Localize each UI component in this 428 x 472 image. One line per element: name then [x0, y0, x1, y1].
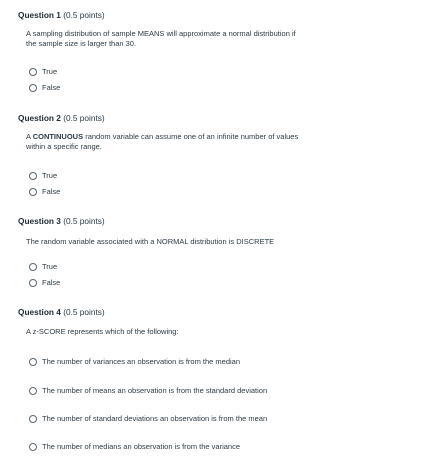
question-label: Question 1 [18, 10, 61, 20]
option-label: The number of means an observation is from the standard deviation [42, 386, 268, 395]
question-text-line: A sampling distribution of sample MEANS will approximate a normal distribution if [26, 29, 296, 38]
question-1-text [26, 29, 386, 49]
answer-option-false[interactable] [29, 82, 60, 94]
question-3-text [26, 237, 386, 247]
answer-option-means-std-dev[interactable] [29, 385, 267, 397]
question-text-line: the sample size is larger than 30. [26, 39, 137, 48]
question-3-header [18, 216, 418, 226]
radio-button[interactable] [29, 172, 37, 180]
answer-option-true[interactable] [29, 66, 57, 78]
option-label: True [42, 262, 58, 271]
question-4 [18, 307, 418, 451]
question-text-line: A z-SCORE represents which of the following: [26, 327, 179, 336]
radio-button[interactable] [29, 84, 37, 92]
option-label: True [42, 67, 58, 76]
question-2-header [18, 113, 418, 123]
question-points: (0.5 points) [63, 10, 105, 20]
answer-option-medians-variance[interactable] [29, 441, 240, 453]
question-4-header [18, 307, 418, 317]
question-points: (0.5 points) [63, 216, 105, 226]
question-text-rest: random variable can assume one of an infinite number of values [83, 132, 299, 141]
question-4-text [26, 327, 386, 337]
question-2-text [26, 132, 386, 152]
radio-button[interactable] [29, 443, 37, 451]
radio-button[interactable] [29, 358, 37, 366]
question-text-line: The random variable associated with a NORMAL distribution is DISCRETE [26, 237, 275, 246]
question-3 [18, 216, 418, 287]
answer-option-true[interactable] [29, 261, 57, 273]
option-label: False [42, 83, 61, 92]
radio-button[interactable] [29, 68, 37, 76]
answer-option-false[interactable] [29, 277, 60, 289]
radio-button[interactable] [29, 415, 37, 423]
question-text-line [26, 132, 386, 142]
option-label: False [42, 278, 61, 287]
question-2 [18, 113, 418, 196]
question-text-prefix: A [26, 132, 33, 141]
radio-button[interactable] [29, 188, 37, 196]
option-label: The number of variances an observation is from the median [42, 357, 241, 366]
answer-option-false[interactable] [29, 186, 60, 198]
answer-option-std-devs-mean[interactable] [29, 413, 267, 425]
question-label: Question 4 [18, 307, 61, 317]
question-1 [18, 10, 418, 92]
question-points: (0.5 points) [63, 307, 105, 317]
question-text-emphasis: CONTINUOUS [32, 132, 84, 141]
option-label: False [42, 187, 61, 196]
option-label: The number of medians an observation is from the variance [42, 442, 241, 451]
option-label: True [42, 171, 58, 180]
question-text-line: within a specific range. [26, 142, 102, 151]
question-label: Question 2 [18, 113, 61, 123]
option-label: The number of standard deviations an observation is from the mean [42, 414, 268, 423]
question-points: (0.5 points) [63, 113, 105, 123]
answer-option-variances-median[interactable] [29, 356, 240, 368]
radio-button[interactable] [29, 263, 37, 271]
question-label: Question 3 [18, 216, 61, 226]
question-1-header [18, 10, 418, 20]
radio-button[interactable] [29, 279, 37, 287]
answer-option-true[interactable] [29, 170, 57, 182]
radio-button[interactable] [29, 387, 37, 395]
